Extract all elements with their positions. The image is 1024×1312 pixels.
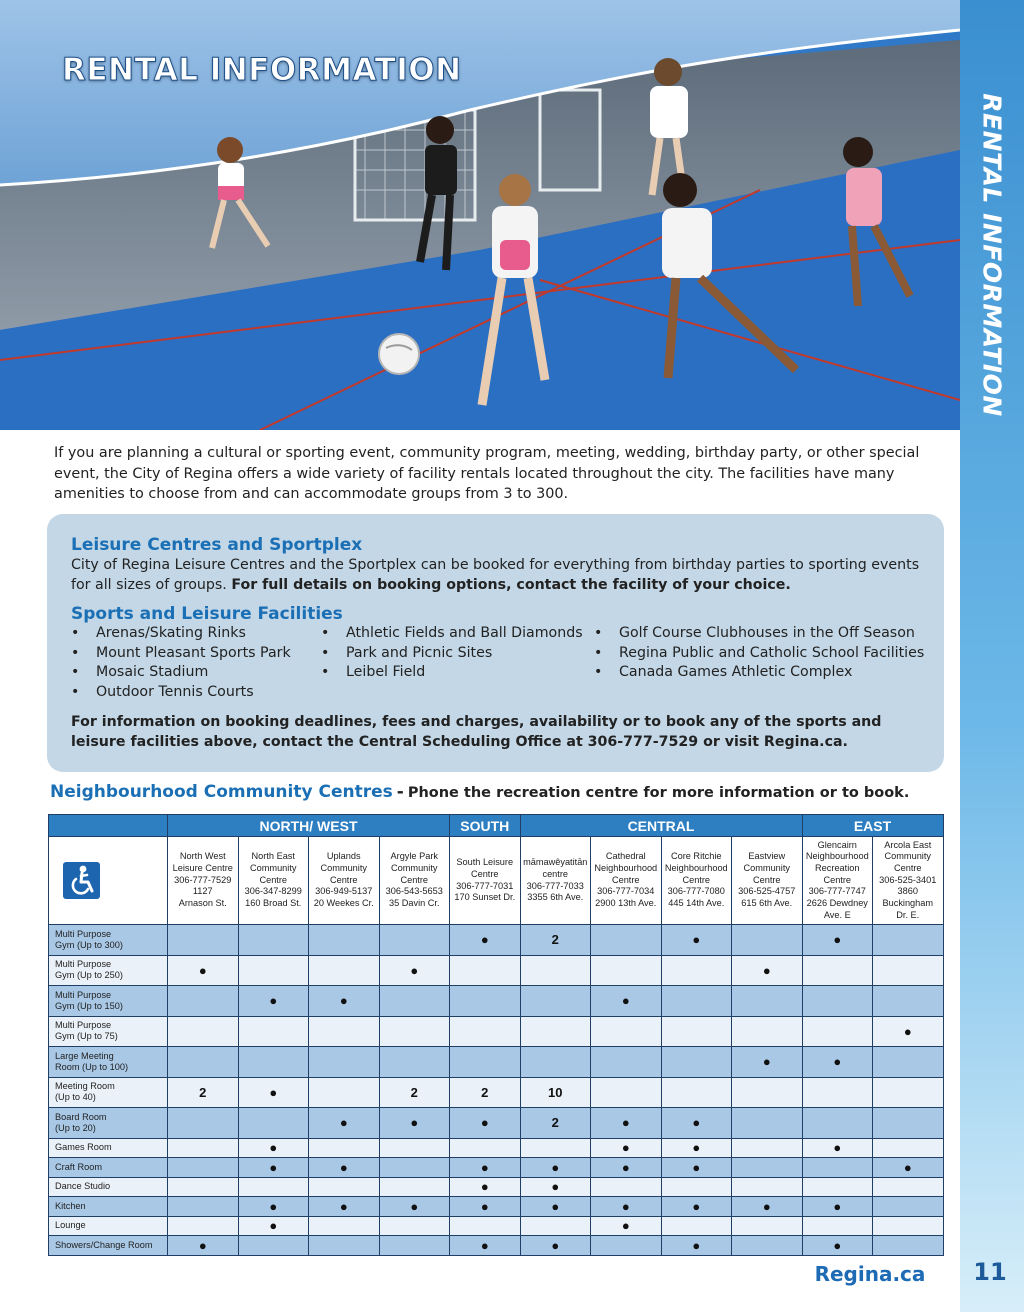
table-cell: [732, 1077, 803, 1108]
table-cell: [309, 1047, 380, 1078]
table-cell: [873, 955, 944, 986]
centre-header: [168, 837, 239, 925]
centre-header-line: Eastview: [748, 851, 786, 862]
table-cell: [873, 1138, 944, 1158]
region-header-row: [49, 815, 944, 837]
row-label-line: Gym (Up to 250): [55, 970, 123, 981]
centre-header: [309, 837, 380, 925]
centre-header-line: 306-525-3401: [879, 874, 937, 885]
row-label-line: Kitchen: [55, 1200, 86, 1211]
row-label: [49, 1158, 168, 1178]
table-cell: ●: [661, 925, 732, 956]
table-cell: [873, 1047, 944, 1078]
table-cell: [661, 1016, 732, 1047]
table-cell: [661, 955, 732, 986]
centre-header-line: Centre: [470, 868, 499, 879]
table-cell: ●: [661, 1138, 732, 1158]
region-header: CENTRAL: [520, 815, 802, 837]
table-cell: [168, 1197, 239, 1217]
table-cell: 2: [379, 1077, 450, 1108]
table-cell: [379, 1177, 450, 1197]
list-item: • Leibel Field: [321, 663, 583, 683]
table-cell: [168, 1177, 239, 1197]
centre-header-line: 3355 6th Ave.: [527, 892, 584, 903]
table-cell: [873, 986, 944, 1017]
centre-header-line: Community: [320, 862, 367, 873]
table-cell: ●: [450, 1108, 521, 1139]
table-cell: ●: [450, 925, 521, 956]
list-item: • Mosaic Stadium: [71, 663, 291, 683]
region-corner-cell: [49, 815, 168, 837]
row-label: [49, 1216, 168, 1236]
centre-header-line: North East: [251, 851, 295, 862]
list-item: • Athletic Fields and Ball Diamonds: [321, 624, 583, 644]
table-cell: ●: [238, 1158, 309, 1178]
centre-header: [591, 837, 662, 925]
table-row: [49, 925, 944, 956]
table-cell: [309, 1236, 380, 1256]
centre-header-line: Leisure Centre: [172, 862, 233, 873]
centre-header-line: North West: [179, 851, 226, 862]
table-cell: ●: [238, 1216, 309, 1236]
table-cell: [309, 1138, 380, 1158]
hero-banner: [0, 0, 960, 430]
centre-header-line: Recreation: [815, 862, 860, 873]
sports-list-col3: [594, 624, 924, 683]
table-cell: ●: [520, 1158, 591, 1178]
centre-header: [450, 837, 521, 925]
centre-header-line: Ave. E: [823, 909, 851, 920]
table-cell: [168, 1108, 239, 1139]
table-cell: [661, 1177, 732, 1197]
table-cell: [732, 1236, 803, 1256]
centre-header-line: 306-949-5137: [315, 886, 373, 897]
region-header: NORTH/ WEST: [168, 815, 450, 837]
table-cell: ●: [591, 986, 662, 1017]
centre-header-line: Uplands: [326, 851, 361, 862]
table-cell: [520, 1047, 591, 1078]
table-cell: [168, 1047, 239, 1078]
centre-header-line: 445 14th Ave.: [668, 898, 725, 909]
row-label-line: Multi Purpose: [55, 1020, 112, 1031]
leisure-body: [71, 555, 921, 595]
table-cell: 2: [520, 925, 591, 956]
side-section-title: [972, 90, 1012, 420]
table-cell: ●: [591, 1138, 662, 1158]
ncc-title: Neighbourhood Community Centres: [50, 782, 393, 802]
table-cell: [520, 1138, 591, 1158]
table-cell: [520, 955, 591, 986]
table-cell: [379, 1158, 450, 1178]
table-cell: [379, 986, 450, 1017]
list-item: • Park and Picnic Sites: [321, 644, 583, 664]
table-row: [49, 1216, 944, 1236]
centre-header-line: Community: [250, 862, 297, 873]
centre-header-line: Buckingham: [882, 898, 934, 909]
table-row: [49, 1236, 944, 1256]
table-cell: [309, 1216, 380, 1236]
list-item: • Golf Course Clubhouses in the Off Season: [594, 624, 924, 644]
table-cell: 2: [168, 1077, 239, 1108]
table-cell: [379, 1216, 450, 1236]
table-cell: [309, 925, 380, 956]
centre-header-line: Community: [743, 862, 790, 873]
centre-header-line: Community: [884, 851, 931, 862]
table-cell: [450, 1138, 521, 1158]
table-cell: ●: [732, 1197, 803, 1217]
table-cell: ●: [450, 1158, 521, 1178]
row-label-line: Games Room: [55, 1142, 112, 1153]
leisure-info-box: [47, 514, 944, 772]
table-row: [49, 955, 944, 986]
centre-header-line: 615 6th Ave.: [741, 898, 793, 909]
centre-header-line: 306-777-7031: [456, 880, 514, 891]
table-cell: [873, 1197, 944, 1217]
leisure-heading: Leisure Centres and Sportplex: [71, 535, 363, 555]
table-cell: [873, 925, 944, 956]
table-cell: [520, 1016, 591, 1047]
row-label: [49, 1016, 168, 1047]
centre-header-line: Centre: [682, 874, 711, 885]
centre-header-line: māmawêyatitān: [523, 857, 588, 868]
row-label: [49, 955, 168, 986]
table-cell: [238, 1236, 309, 1256]
centre-header-line: Neighbourhood: [805, 851, 869, 862]
table-cell: [591, 1236, 662, 1256]
centre-header-line: 1127: [192, 886, 213, 897]
centre-header-line: 306-777-7747: [808, 886, 866, 897]
centre-header-line: 306-777-7033: [526, 880, 584, 891]
table-cell: ●: [238, 1138, 309, 1158]
table-cell: ●: [379, 1197, 450, 1217]
region-header: EAST: [802, 815, 943, 837]
table-cell: ●: [591, 1108, 662, 1139]
list-item: • Regina Public and Catholic School Facilities: [594, 644, 924, 664]
table-cell: [732, 1216, 803, 1236]
table-cell: [238, 1108, 309, 1139]
table-cell: [732, 1016, 803, 1047]
table-row: [49, 986, 944, 1017]
table-cell: ●: [309, 1158, 380, 1178]
row-label-line: Large Meeting: [55, 1050, 114, 1061]
table-cell: 2: [450, 1077, 521, 1108]
centre-header-line: 2900 13th Ave.: [595, 898, 657, 909]
centre-header-line: centre: [542, 868, 569, 879]
table-cell: [520, 986, 591, 1017]
centre-header: [873, 837, 944, 925]
centre-header-line: Neighbourhood: [664, 862, 728, 873]
table-row: [49, 1108, 944, 1139]
table-cell: [238, 1047, 309, 1078]
table-cell: ●: [802, 1138, 873, 1158]
ncc-dash: -: [396, 782, 404, 802]
centre-header-line: 20 Weekes Cr.: [313, 898, 374, 909]
centre-header-line: Arnason St.: [178, 898, 227, 909]
row-label-line: Multi Purpose: [55, 928, 112, 939]
table-cell: [802, 1177, 873, 1197]
row-label: [49, 1108, 168, 1139]
wheelchair-accessibility-icon: [63, 862, 100, 899]
centre-header-line: Arcola East: [884, 839, 932, 850]
table-cell: ●: [591, 1216, 662, 1236]
centre-header: [379, 837, 450, 925]
centre-header: [520, 837, 591, 925]
centre-header-line: Centre: [400, 874, 429, 885]
row-label: [49, 1236, 168, 1256]
table-cell: ●: [450, 1236, 521, 1256]
centre-header-line: 306-347-8299: [244, 886, 302, 897]
centre-header-line: 2626 Dewdney: [806, 898, 868, 909]
table-cell: ●: [661, 1108, 732, 1139]
sports-heading: Sports and Leisure Facilities: [71, 604, 343, 624]
intro-paragraph: If you are planning a cultural or sporting event, community program, meeting, wedding, birthday party, or other special event, the City of Regina offers a wide variety of facility rentals located throughout the city. The facilities have many amenities to choose from and can accommodate groups from 3 to 300.: [54, 445, 920, 502]
centre-header-line: Core Ritchie: [670, 851, 722, 862]
table-cell: ●: [661, 1197, 732, 1217]
row-label-line: Gym (Up to 300): [55, 939, 123, 950]
centre-header-line: Centre: [611, 874, 640, 885]
list-item: • Outdoor Tennis Courts: [71, 683, 291, 703]
centre-header-line: 306-543-5653: [385, 886, 443, 897]
row-label: [49, 1077, 168, 1108]
centre-header-line: 3860: [897, 886, 918, 897]
facility-table-body: [49, 925, 944, 1256]
table-cell: ●: [802, 1197, 873, 1217]
table-cell: [661, 1216, 732, 1236]
table-cell: ●: [661, 1158, 732, 1178]
row-label: [49, 986, 168, 1017]
row-label-line: Multi Purpose: [55, 959, 112, 970]
row-label-line: (Up to 40): [55, 1092, 96, 1103]
centre-header-line: 306-525-4757: [738, 886, 796, 897]
accessibility-cell: [49, 837, 168, 925]
table-cell: [238, 1177, 309, 1197]
table-cell: ●: [450, 1177, 521, 1197]
table-cell: [732, 925, 803, 956]
table-cell: [591, 925, 662, 956]
table-row: [49, 1158, 944, 1178]
centre-header-line: 160 Broad St.: [245, 898, 302, 909]
facility-table: [48, 814, 944, 1256]
table-cell: [309, 955, 380, 986]
table-row: [49, 1197, 944, 1217]
centre-header-line: Neighbourhood: [594, 862, 658, 873]
table-cell: [591, 1047, 662, 1078]
row-label-line: Dance Studio: [55, 1181, 111, 1192]
table-cell: [450, 1216, 521, 1236]
centre-header-line: 306-777-7529: [174, 874, 232, 885]
table-row: [49, 1077, 944, 1108]
table-cell: [238, 1016, 309, 1047]
table-cell: ●: [238, 986, 309, 1017]
row-label-line: (Up to 20): [55, 1122, 96, 1133]
row-label-line: Gym (Up to 150): [55, 1000, 123, 1011]
table-cell: [520, 1216, 591, 1236]
table-cell: ●: [520, 1236, 591, 1256]
region-header: SOUTH: [450, 815, 521, 837]
table-cell: ●: [802, 925, 873, 956]
table-cell: [591, 1016, 662, 1047]
footer-url[interactable]: Regina.ca: [814, 1262, 926, 1286]
table-cell: [873, 1077, 944, 1108]
table-cell: [168, 1216, 239, 1236]
table-cell: [379, 1236, 450, 1256]
row-label: [49, 1047, 168, 1078]
ncc-subtitle: Phone the recreation centre for more information or to book.: [407, 785, 910, 801]
leisure-body-text: City of Regina Leisure Centres and the Sportplex can be booked for everything from birthday parties to sporting events for all sizes of groups.: [71, 557, 920, 593]
table-cell: [661, 986, 732, 1017]
table-cell: [591, 955, 662, 986]
table-cell: ●: [168, 1236, 239, 1256]
table-cell: [591, 1077, 662, 1108]
table-cell: [873, 1177, 944, 1197]
table-cell: ●: [168, 955, 239, 986]
ncc-heading: [50, 782, 909, 802]
table-cell: ●: [379, 1108, 450, 1139]
row-label: [49, 1177, 168, 1197]
centre-header: [661, 837, 732, 925]
table-cell: ●: [591, 1158, 662, 1178]
table-cell: ●: [450, 1197, 521, 1217]
table-cell: [450, 1047, 521, 1078]
centre-header-line: Community: [391, 862, 438, 873]
table-cell: [802, 986, 873, 1017]
table-cell: [873, 1108, 944, 1139]
centre-header-line: Cathedral: [605, 851, 646, 862]
table-cell: [873, 1236, 944, 1256]
table-cell: [168, 1138, 239, 1158]
table-cell: ●: [309, 986, 380, 1017]
table-cell: [732, 986, 803, 1017]
row-label-line: Gym (Up to 75): [55, 1031, 118, 1042]
table-cell: ●: [238, 1197, 309, 1217]
row-label: [49, 925, 168, 956]
leisure-body-bold: For full details on booking options, contact the facility of your choice.: [231, 577, 791, 593]
table-row: [49, 1138, 944, 1158]
table-cell: ●: [379, 955, 450, 986]
table-cell: ●: [732, 1047, 803, 1078]
table-cell: [238, 925, 309, 956]
centre-header-line: Argyle Park: [390, 851, 438, 862]
centre-header-line: 306-777-7080: [667, 886, 725, 897]
table-cell: [450, 986, 521, 1017]
table-cell: ●: [661, 1236, 732, 1256]
table-cell: 2: [520, 1108, 591, 1139]
table-cell: 10: [520, 1077, 591, 1108]
table-cell: [732, 1177, 803, 1197]
row-label-line: Craft Room: [55, 1161, 102, 1172]
centre-header: [732, 837, 803, 925]
table-cell: ●: [873, 1158, 944, 1178]
table-cell: [450, 955, 521, 986]
table-cell: ●: [802, 1236, 873, 1256]
table-cell: [379, 1047, 450, 1078]
table-cell: [168, 1016, 239, 1047]
page-number: 11: [973, 1258, 1007, 1286]
table-cell: [732, 1158, 803, 1178]
centre-header: [238, 837, 309, 925]
table-cell: ●: [238, 1077, 309, 1108]
table-cell: [802, 1216, 873, 1236]
row-label-line: Showers/Change Room: [55, 1239, 153, 1250]
table-cell: [802, 1077, 873, 1108]
table-cell: ●: [732, 955, 803, 986]
table-cell: [379, 925, 450, 956]
table-cell: [379, 1138, 450, 1158]
centre-header: [802, 837, 873, 925]
sports-list-col2: [321, 624, 583, 683]
centre-header-line: Centre: [329, 874, 358, 885]
table-cell: [732, 1138, 803, 1158]
row-label-line: Room (Up to 100): [55, 1061, 129, 1072]
table-cell: [732, 1108, 803, 1139]
list-item: • Arenas/Skating Rinks: [71, 624, 291, 644]
centre-header-line: Dr. E.: [896, 909, 920, 920]
row-label-line: Multi Purpose: [55, 989, 112, 1000]
centre-header-line: Glencairn: [817, 839, 857, 850]
side-section-title-text: RENTAL INFORMATION: [977, 93, 1007, 417]
table-cell: ●: [309, 1108, 380, 1139]
table-row: [49, 1177, 944, 1197]
table-cell: [168, 986, 239, 1017]
table-cell: [238, 955, 309, 986]
table-cell: [661, 1077, 732, 1108]
row-label-line: Lounge: [55, 1220, 86, 1231]
centre-header-line: Centre: [259, 874, 288, 885]
table-cell: [450, 1016, 521, 1047]
table-cell: [802, 955, 873, 986]
table-cell: [168, 1158, 239, 1178]
centre-header-line: 35 Davin Cr.: [388, 898, 440, 909]
table-row: [49, 1016, 944, 1047]
row-label-line: Board Room: [55, 1111, 107, 1122]
list-item: • Mount Pleasant Sports Park: [71, 644, 291, 664]
row-label: [49, 1138, 168, 1158]
table-cell: ●: [591, 1197, 662, 1217]
centre-header-line: 306-777-7034: [597, 886, 655, 897]
table-cell: [309, 1177, 380, 1197]
table-cell: ●: [520, 1197, 591, 1217]
centre-header-line: Centre: [893, 862, 922, 873]
centre-header-line: 170 Sunset Dr.: [454, 892, 516, 903]
table-cell: [168, 925, 239, 956]
table-cell: [591, 1177, 662, 1197]
table-cell: ●: [873, 1016, 944, 1047]
table-cell: [802, 1016, 873, 1047]
booking-note: For information on booking deadlines, fees and charges, availability or to book any of the sports and leisure facilities above, contact the Central Scheduling Office at 306-777-7529 or visit Regina.ca.: [71, 714, 882, 750]
table-row: [49, 1047, 944, 1078]
table-cell: [379, 1016, 450, 1047]
table-cell: ●: [309, 1197, 380, 1217]
table-cell: ●: [802, 1047, 873, 1078]
centre-header-row: [49, 837, 944, 925]
centre-header-line: Centre: [752, 874, 781, 885]
list-item: • Canada Games Athletic Complex: [594, 663, 924, 683]
table-cell: [309, 1077, 380, 1108]
centre-header-line: Centre: [823, 874, 852, 885]
table-cell: [873, 1216, 944, 1236]
row-label-line: Meeting Room: [55, 1081, 115, 1092]
row-label: [49, 1197, 168, 1217]
table-cell: ●: [520, 1177, 591, 1197]
table-cell: [802, 1158, 873, 1178]
table-cell: [309, 1016, 380, 1047]
table-cell: [802, 1108, 873, 1139]
page-title: RENTAL INFORMATION: [62, 52, 462, 88]
sports-list-col1: [71, 624, 291, 702]
centre-header-line: South Leisure: [456, 857, 514, 868]
table-cell: [661, 1047, 732, 1078]
